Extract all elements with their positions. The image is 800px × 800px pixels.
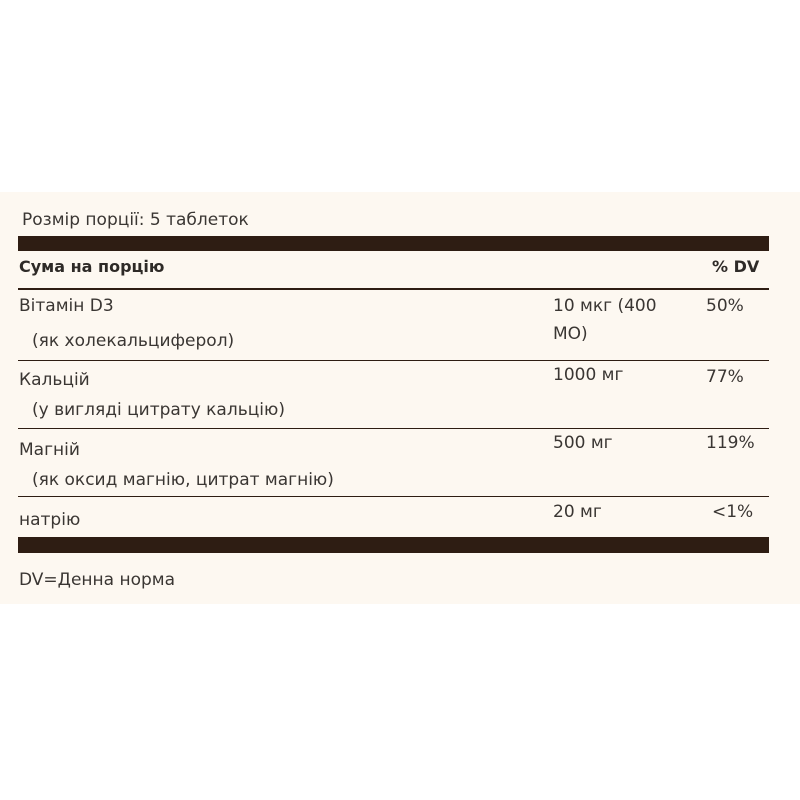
nutrient-dv-magnesium: 119% [706,433,755,453]
daily-value-header: % DV [712,257,760,276]
nutrient-detail-vitamin-d3: (як холекальциферол) [32,331,235,351]
row-divider [18,428,769,429]
nutrient-name-calcium: Кальцій [19,370,90,390]
nutrient-name-sodium: натрію [19,510,81,530]
row-divider [18,360,769,361]
nutrient-dv-vitamin-d3: 50% [706,296,744,316]
serving-size: Розмір порції: 5 таблеток [22,210,249,230]
nutrient-amount-magnesium: 500 мг [553,433,613,453]
nutrient-amount-sodium: 20 мг [553,502,602,522]
bottom-thick-bar [18,537,769,553]
header-divider [18,288,769,290]
row-divider [18,496,769,497]
nutrient-amount-calcium: 1000 мг [553,365,624,385]
nutrient-amount-vitamin-d3: 10 мкг (400 [553,296,657,316]
nutrient-detail-magnesium: (як оксид магнію, цитрат магнію) [32,470,334,490]
nutrient-name-magnesium: Магній [19,440,80,460]
top-thick-bar [18,236,769,251]
nutrient-dv-calcium: 77% [706,367,744,387]
nutrient-dv-sodium: <1% [712,502,754,522]
nutrient-detail-calcium: (у вигляді цитрату кальцію) [32,400,285,420]
daily-value-footnote: DV=Денна норма [19,570,176,590]
nutrient-name-vitamin-d3: Вітамін D3 [19,296,114,316]
nutrient-amount-unit-vitamin-d3: МО) [553,324,588,344]
amount-per-serving-header: Сума на порцію [19,257,165,276]
